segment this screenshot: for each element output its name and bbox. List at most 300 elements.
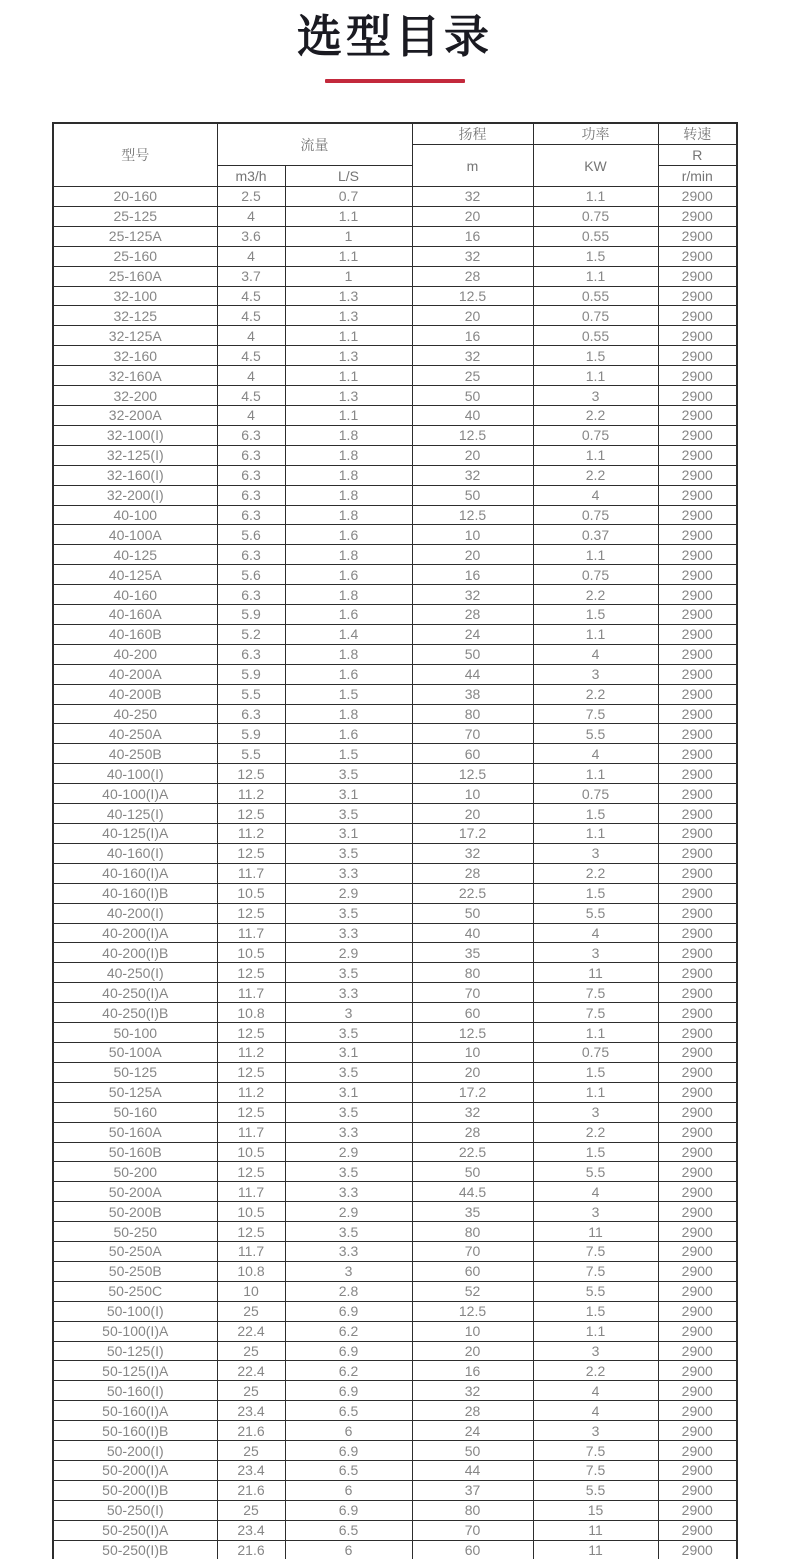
model-cell: 50-160 bbox=[53, 1102, 217, 1122]
flow-m3h-cell: 12.5 bbox=[217, 963, 285, 983]
flow-m3h-cell: 21.6 bbox=[217, 1540, 285, 1559]
speed-cell: 2900 bbox=[658, 664, 737, 684]
model-cell: 50-160(I) bbox=[53, 1381, 217, 1401]
power-kw-cell: 11 bbox=[533, 1540, 658, 1559]
power-kw-cell: 1.5 bbox=[533, 1062, 658, 1082]
head-m-cell: 12.5 bbox=[412, 286, 533, 306]
table-row bbox=[53, 1500, 737, 1520]
power-kw-cell: 1.5 bbox=[533, 804, 658, 824]
table-row bbox=[53, 1003, 737, 1023]
speed-cell: 2900 bbox=[658, 624, 737, 644]
model-cell: 32-200 bbox=[53, 386, 217, 406]
power-kw-cell: 0.55 bbox=[533, 226, 658, 246]
flow-m3h-cell: 23.4 bbox=[217, 1520, 285, 1540]
speed-cell: 2900 bbox=[658, 465, 737, 485]
power-kw-cell: 7.5 bbox=[533, 704, 658, 724]
speed-cell: 2900 bbox=[658, 187, 737, 207]
model-cell: 50-125 bbox=[53, 1062, 217, 1082]
flow-m3h-cell: 5.6 bbox=[217, 525, 285, 545]
flow-ls-cell: 3.1 bbox=[285, 784, 412, 804]
head-m-cell: 70 bbox=[412, 724, 533, 744]
speed-cell: 2900 bbox=[658, 1441, 737, 1461]
flow-m3h-cell: 25 bbox=[217, 1381, 285, 1401]
model-cell: 32-125A bbox=[53, 326, 217, 346]
model-cell: 50-125(I) bbox=[53, 1341, 217, 1361]
table-row bbox=[53, 585, 737, 605]
flow-ls-cell: 1.1 bbox=[285, 405, 412, 425]
head-m-cell: 20 bbox=[412, 1062, 533, 1082]
table-row bbox=[53, 744, 737, 764]
flow-ls-cell: 1.5 bbox=[285, 744, 412, 764]
table-row bbox=[53, 824, 737, 844]
head-m-cell: 28 bbox=[412, 863, 533, 883]
head-m-cell: 20 bbox=[412, 445, 533, 465]
table-row bbox=[53, 1122, 737, 1142]
table-row bbox=[53, 1540, 737, 1559]
flow-m3h-cell: 12.5 bbox=[217, 764, 285, 784]
table-row bbox=[53, 883, 737, 903]
flow-ls-cell: 3 bbox=[285, 1003, 412, 1023]
power-kw-cell: 1.1 bbox=[533, 366, 658, 386]
power-kw-cell: 1.1 bbox=[533, 624, 658, 644]
power-kw-cell: 15 bbox=[533, 1500, 658, 1520]
model-cell: 50-200(I) bbox=[53, 1441, 217, 1461]
table-row bbox=[53, 1401, 737, 1421]
table-row bbox=[53, 1461, 737, 1481]
power-kw-cell: 0.55 bbox=[533, 286, 658, 306]
flow-ls-cell: 1.1 bbox=[285, 366, 412, 386]
head-m-cell: 10 bbox=[412, 1042, 533, 1062]
flow-m3h-cell: 10.5 bbox=[217, 1142, 285, 1162]
model-cell: 25-125A bbox=[53, 226, 217, 246]
flow-m3h-cell: 5.6 bbox=[217, 565, 285, 585]
speed-cell: 2900 bbox=[658, 1003, 737, 1023]
unit-flow-ls: L/S bbox=[285, 166, 412, 187]
head-m-cell: 20 bbox=[412, 804, 533, 824]
flow-m3h-cell: 4.5 bbox=[217, 286, 285, 306]
speed-cell: 2900 bbox=[658, 1500, 737, 1520]
table-row bbox=[53, 1062, 737, 1082]
speed-cell: 2900 bbox=[658, 1162, 737, 1182]
model-cell: 40-250(I) bbox=[53, 963, 217, 983]
speed-cell: 2900 bbox=[658, 883, 737, 903]
power-kw-cell: 1.1 bbox=[533, 266, 658, 286]
table-row bbox=[53, 1023, 737, 1043]
power-kw-cell: 0.75 bbox=[533, 1042, 658, 1062]
head-m-cell: 50 bbox=[412, 485, 533, 505]
flow-m3h-cell: 3.6 bbox=[217, 226, 285, 246]
model-cell: 50-200 bbox=[53, 1162, 217, 1182]
power-kw-cell: 2.2 bbox=[533, 465, 658, 485]
speed-cell: 2900 bbox=[658, 1082, 737, 1102]
head-m-cell: 70 bbox=[412, 1520, 533, 1540]
flow-ls-cell: 3.5 bbox=[285, 804, 412, 824]
head-m-cell: 44 bbox=[412, 1461, 533, 1481]
table-row bbox=[53, 425, 737, 445]
model-cell: 32-100(I) bbox=[53, 425, 217, 445]
model-cell: 50-250A bbox=[53, 1242, 217, 1262]
flow-m3h-cell: 25 bbox=[217, 1341, 285, 1361]
speed-cell: 2900 bbox=[658, 585, 737, 605]
table-row bbox=[53, 306, 737, 326]
model-cell: 50-200(I)B bbox=[53, 1480, 217, 1500]
flow-m3h-cell: 6.3 bbox=[217, 585, 285, 605]
head-m-cell: 60 bbox=[412, 1003, 533, 1023]
flow-ls-cell: 3.5 bbox=[285, 903, 412, 923]
model-cell: 40-160 bbox=[53, 585, 217, 605]
flow-ls-cell: 1.8 bbox=[285, 545, 412, 565]
flow-m3h-cell: 10.5 bbox=[217, 883, 285, 903]
model-cell: 40-250(I)A bbox=[53, 983, 217, 1003]
speed-cell: 2900 bbox=[658, 1023, 737, 1043]
model-cell: 40-250 bbox=[53, 704, 217, 724]
speed-cell: 2900 bbox=[658, 1261, 737, 1281]
flow-ls-cell: 3.5 bbox=[285, 1222, 412, 1242]
head-m-cell: 12.5 bbox=[412, 505, 533, 525]
head-m-cell: 12.5 bbox=[412, 425, 533, 445]
flow-ls-cell: 1.6 bbox=[285, 664, 412, 684]
flow-m3h-cell: 21.6 bbox=[217, 1421, 285, 1441]
head-m-cell: 25 bbox=[412, 366, 533, 386]
model-cell: 40-100(I)A bbox=[53, 784, 217, 804]
power-kw-cell: 4 bbox=[533, 485, 658, 505]
power-kw-cell: 3 bbox=[533, 1102, 658, 1122]
power-kw-cell: 1.5 bbox=[533, 883, 658, 903]
power-kw-cell: 4 bbox=[533, 1401, 658, 1421]
flow-ls-cell: 6 bbox=[285, 1540, 412, 1559]
power-kw-cell: 1.1 bbox=[533, 1321, 658, 1341]
power-kw-cell: 7.5 bbox=[533, 1441, 658, 1461]
flow-m3h-cell: 6.3 bbox=[217, 545, 285, 565]
power-kw-cell: 1.1 bbox=[533, 445, 658, 465]
model-cell: 32-160 bbox=[53, 346, 217, 366]
flow-m3h-cell: 3.7 bbox=[217, 266, 285, 286]
flow-ls-cell: 1.1 bbox=[285, 206, 412, 226]
flow-ls-cell: 3.3 bbox=[285, 983, 412, 1003]
speed-cell: 2900 bbox=[658, 1421, 737, 1441]
table-row bbox=[53, 286, 737, 306]
power-kw-cell: 2.2 bbox=[533, 863, 658, 883]
model-cell: 40-100(I) bbox=[53, 764, 217, 784]
model-cell: 50-160B bbox=[53, 1142, 217, 1162]
power-kw-cell: 1.1 bbox=[533, 1023, 658, 1043]
table-row bbox=[53, 346, 737, 366]
unit-speed-rmin: r/min bbox=[658, 166, 737, 187]
table-row bbox=[53, 366, 737, 386]
speed-cell: 2900 bbox=[658, 983, 737, 1003]
table-row bbox=[53, 784, 737, 804]
model-cell: 40-100 bbox=[53, 505, 217, 525]
flow-ls-cell: 6.9 bbox=[285, 1500, 412, 1520]
power-kw-cell: 3 bbox=[533, 943, 658, 963]
flow-m3h-cell: 12.5 bbox=[217, 804, 285, 824]
head-m-cell: 17.2 bbox=[412, 824, 533, 844]
model-cell: 40-160A bbox=[53, 605, 217, 625]
flow-m3h-cell: 12.5 bbox=[217, 1062, 285, 1082]
table-row bbox=[53, 863, 737, 883]
speed-cell: 2900 bbox=[658, 1242, 737, 1262]
flow-m3h-cell: 4.5 bbox=[217, 386, 285, 406]
head-m-cell: 24 bbox=[412, 624, 533, 644]
model-cell: 20-160 bbox=[53, 187, 217, 207]
flow-m3h-cell: 12.5 bbox=[217, 1222, 285, 1242]
power-kw-cell: 4 bbox=[533, 1381, 658, 1401]
flow-ls-cell: 6.2 bbox=[285, 1361, 412, 1381]
speed-cell: 2900 bbox=[658, 1062, 737, 1082]
table-row bbox=[53, 843, 737, 863]
table-row bbox=[53, 804, 737, 824]
head-m-cell: 16 bbox=[412, 326, 533, 346]
flow-ls-cell: 3.1 bbox=[285, 824, 412, 844]
head-m-cell: 20 bbox=[412, 206, 533, 226]
power-kw-cell: 0.75 bbox=[533, 425, 658, 445]
power-kw-cell: 0.75 bbox=[533, 306, 658, 326]
flow-ls-cell: 3.1 bbox=[285, 1082, 412, 1102]
speed-cell: 2900 bbox=[658, 1281, 737, 1301]
head-m-cell: 35 bbox=[412, 943, 533, 963]
speed-cell: 2900 bbox=[658, 226, 737, 246]
speed-cell: 2900 bbox=[658, 764, 737, 784]
model-cell: 40-250B bbox=[53, 744, 217, 764]
flow-m3h-cell: 10.8 bbox=[217, 1003, 285, 1023]
flow-m3h-cell: 2.5 bbox=[217, 187, 285, 207]
flow-m3h-cell: 12.5 bbox=[217, 1162, 285, 1182]
flow-m3h-cell: 5.9 bbox=[217, 724, 285, 744]
flow-m3h-cell: 4 bbox=[217, 405, 285, 425]
flow-ls-cell: 1.8 bbox=[285, 465, 412, 485]
power-kw-cell: 5.5 bbox=[533, 724, 658, 744]
head-m-cell: 28 bbox=[412, 605, 533, 625]
flow-m3h-cell: 11.2 bbox=[217, 824, 285, 844]
head-m-cell: 35 bbox=[412, 1202, 533, 1222]
flow-m3h-cell: 25 bbox=[217, 1301, 285, 1321]
flow-ls-cell: 3.5 bbox=[285, 1102, 412, 1122]
head-m-cell: 37 bbox=[412, 1480, 533, 1500]
model-cell: 50-250(I) bbox=[53, 1500, 217, 1520]
power-kw-cell: 11 bbox=[533, 1222, 658, 1242]
head-m-cell: 70 bbox=[412, 1242, 533, 1262]
table-row bbox=[53, 206, 737, 226]
flow-ls-cell: 1.1 bbox=[285, 326, 412, 346]
speed-cell: 2900 bbox=[658, 963, 737, 983]
head-m-cell: 12.5 bbox=[412, 764, 533, 784]
table-row bbox=[53, 505, 737, 525]
model-cell: 25-125 bbox=[53, 206, 217, 226]
speed-cell: 2900 bbox=[658, 1361, 737, 1381]
model-cell: 50-100 bbox=[53, 1023, 217, 1043]
power-kw-cell: 5.5 bbox=[533, 903, 658, 923]
flow-m3h-cell: 6.3 bbox=[217, 465, 285, 485]
power-kw-cell: 1.5 bbox=[533, 346, 658, 366]
model-cell: 50-160A bbox=[53, 1122, 217, 1142]
model-cell: 32-160(I) bbox=[53, 465, 217, 485]
title-underline-decoration bbox=[325, 79, 465, 83]
model-cell: 50-200(I)A bbox=[53, 1461, 217, 1481]
speed-cell: 2900 bbox=[658, 704, 737, 724]
flow-ls-cell: 1 bbox=[285, 226, 412, 246]
head-m-cell: 20 bbox=[412, 1341, 533, 1361]
flow-m3h-cell: 10.5 bbox=[217, 1202, 285, 1222]
model-cell: 40-125(I)A bbox=[53, 824, 217, 844]
model-cell: 25-160 bbox=[53, 246, 217, 266]
head-m-cell: 28 bbox=[412, 1401, 533, 1421]
flow-ls-cell: 6 bbox=[285, 1480, 412, 1500]
speed-cell: 2900 bbox=[658, 903, 737, 923]
speed-cell: 2900 bbox=[658, 943, 737, 963]
table-row bbox=[53, 1520, 737, 1540]
flow-ls-cell: 3.3 bbox=[285, 1242, 412, 1262]
head-m-cell: 10 bbox=[412, 525, 533, 545]
model-cell: 40-160B bbox=[53, 624, 217, 644]
power-kw-cell: 4 bbox=[533, 1182, 658, 1202]
flow-m3h-cell: 6.3 bbox=[217, 425, 285, 445]
speed-cell: 2900 bbox=[658, 366, 737, 386]
table-row bbox=[53, 565, 737, 585]
table-row bbox=[53, 1162, 737, 1182]
flow-m3h-cell: 11.7 bbox=[217, 923, 285, 943]
flow-ls-cell: 1.8 bbox=[285, 644, 412, 664]
flow-m3h-cell: 25 bbox=[217, 1500, 285, 1520]
flow-ls-cell: 1.8 bbox=[285, 485, 412, 505]
model-cell: 50-250 bbox=[53, 1222, 217, 1242]
head-m-cell: 12.5 bbox=[412, 1301, 533, 1321]
speed-cell: 2900 bbox=[658, 206, 737, 226]
speed-cell: 2900 bbox=[658, 346, 737, 366]
speed-cell: 2900 bbox=[658, 405, 737, 425]
table-row bbox=[53, 764, 737, 784]
table-row bbox=[53, 1242, 737, 1262]
head-m-cell: 32 bbox=[412, 843, 533, 863]
power-kw-cell: 3 bbox=[533, 664, 658, 684]
flow-m3h-cell: 4.5 bbox=[217, 346, 285, 366]
flow-ls-cell: 1 bbox=[285, 266, 412, 286]
speed-cell: 2900 bbox=[658, 545, 737, 565]
flow-m3h-cell: 22.4 bbox=[217, 1321, 285, 1341]
model-cell: 50-100A bbox=[53, 1042, 217, 1062]
power-kw-cell: 1.5 bbox=[533, 1142, 658, 1162]
flow-m3h-cell: 6.3 bbox=[217, 485, 285, 505]
flow-ls-cell: 6.5 bbox=[285, 1520, 412, 1540]
head-m-cell: 60 bbox=[412, 744, 533, 764]
table-row bbox=[53, 664, 737, 684]
table-row bbox=[53, 704, 737, 724]
model-cell: 40-100A bbox=[53, 525, 217, 545]
flow-m3h-cell: 6.3 bbox=[217, 644, 285, 664]
speed-cell: 2900 bbox=[658, 306, 737, 326]
model-cell: 40-250(I)B bbox=[53, 1003, 217, 1023]
flow-ls-cell: 3.3 bbox=[285, 923, 412, 943]
flow-ls-cell: 1.8 bbox=[285, 445, 412, 465]
power-kw-cell: 3 bbox=[533, 386, 658, 406]
model-cell: 50-160(I)A bbox=[53, 1401, 217, 1421]
head-m-cell: 60 bbox=[412, 1261, 533, 1281]
flow-m3h-cell: 10.8 bbox=[217, 1261, 285, 1281]
table-row bbox=[53, 187, 737, 207]
flow-m3h-cell: 11.7 bbox=[217, 983, 285, 1003]
flow-m3h-cell: 4.5 bbox=[217, 306, 285, 326]
head-m-cell: 10 bbox=[412, 1321, 533, 1341]
speed-cell: 2900 bbox=[658, 525, 737, 545]
table-row bbox=[53, 923, 737, 943]
speed-cell: 2900 bbox=[658, 1381, 737, 1401]
speed-cell: 2900 bbox=[658, 266, 737, 286]
power-kw-cell: 7.5 bbox=[533, 1242, 658, 1262]
flow-m3h-cell: 4 bbox=[217, 326, 285, 346]
model-cell: 32-125 bbox=[53, 306, 217, 326]
model-cell: 32-200A bbox=[53, 405, 217, 425]
head-m-cell: 80 bbox=[412, 1222, 533, 1242]
power-kw-cell: 1.1 bbox=[533, 545, 658, 565]
flow-m3h-cell: 5.9 bbox=[217, 605, 285, 625]
head-m-cell: 50 bbox=[412, 386, 533, 406]
col-header-head: 扬程 bbox=[412, 123, 533, 145]
flow-ls-cell: 1.8 bbox=[285, 425, 412, 445]
flow-ls-cell: 3.5 bbox=[285, 764, 412, 784]
power-kw-cell: 2.2 bbox=[533, 1361, 658, 1381]
model-cell: 40-160(I) bbox=[53, 843, 217, 863]
speed-cell: 2900 bbox=[658, 505, 737, 525]
power-kw-cell: 0.37 bbox=[533, 525, 658, 545]
flow-m3h-cell: 10 bbox=[217, 1281, 285, 1301]
flow-ls-cell: 1.1 bbox=[285, 246, 412, 266]
flow-ls-cell: 1.3 bbox=[285, 346, 412, 366]
power-kw-cell: 3 bbox=[533, 843, 658, 863]
power-kw-cell: 1.5 bbox=[533, 605, 658, 625]
speed-cell: 2900 bbox=[658, 565, 737, 585]
head-m-cell: 20 bbox=[412, 545, 533, 565]
speed-cell: 2900 bbox=[658, 1102, 737, 1122]
table-row bbox=[53, 963, 737, 983]
power-kw-cell: 0.75 bbox=[533, 784, 658, 804]
table-row bbox=[53, 1222, 737, 1242]
flow-m3h-cell: 11.7 bbox=[217, 863, 285, 883]
flow-m3h-cell: 6.3 bbox=[217, 445, 285, 465]
flow-m3h-cell: 6.3 bbox=[217, 704, 285, 724]
speed-cell: 2900 bbox=[658, 1401, 737, 1421]
table-row bbox=[53, 226, 737, 246]
flow-m3h-cell: 12.5 bbox=[217, 1023, 285, 1043]
flow-ls-cell: 3.1 bbox=[285, 1042, 412, 1062]
head-m-cell: 40 bbox=[412, 923, 533, 943]
speed-cell: 2900 bbox=[658, 744, 737, 764]
model-cell: 50-250(I)B bbox=[53, 1540, 217, 1559]
power-kw-cell: 3 bbox=[533, 1202, 658, 1222]
power-kw-cell: 2.2 bbox=[533, 684, 658, 704]
flow-ls-cell: 6.5 bbox=[285, 1461, 412, 1481]
speed-cell: 2900 bbox=[658, 485, 737, 505]
flow-m3h-cell: 11.2 bbox=[217, 1082, 285, 1102]
power-kw-cell: 7.5 bbox=[533, 1003, 658, 1023]
head-m-cell: 50 bbox=[412, 644, 533, 664]
flow-m3h-cell: 22.4 bbox=[217, 1361, 285, 1381]
table-row bbox=[53, 445, 737, 465]
head-m-cell: 44 bbox=[412, 664, 533, 684]
unit-head-m: m bbox=[412, 145, 533, 187]
unit-power-kw: KW bbox=[533, 145, 658, 187]
flow-ls-cell: 2.8 bbox=[285, 1281, 412, 1301]
flow-ls-cell: 0.7 bbox=[285, 187, 412, 207]
flow-m3h-cell: 4 bbox=[217, 206, 285, 226]
flow-ls-cell: 2.9 bbox=[285, 943, 412, 963]
flow-ls-cell: 3.5 bbox=[285, 843, 412, 863]
head-m-cell: 32 bbox=[412, 1381, 533, 1401]
flow-m3h-cell: 12.5 bbox=[217, 903, 285, 923]
flow-m3h-cell: 23.4 bbox=[217, 1401, 285, 1421]
speed-cell: 2900 bbox=[658, 1182, 737, 1202]
model-cell: 40-200A bbox=[53, 664, 217, 684]
model-cell: 40-200(I)B bbox=[53, 943, 217, 963]
flow-m3h-cell: 12.5 bbox=[217, 843, 285, 863]
